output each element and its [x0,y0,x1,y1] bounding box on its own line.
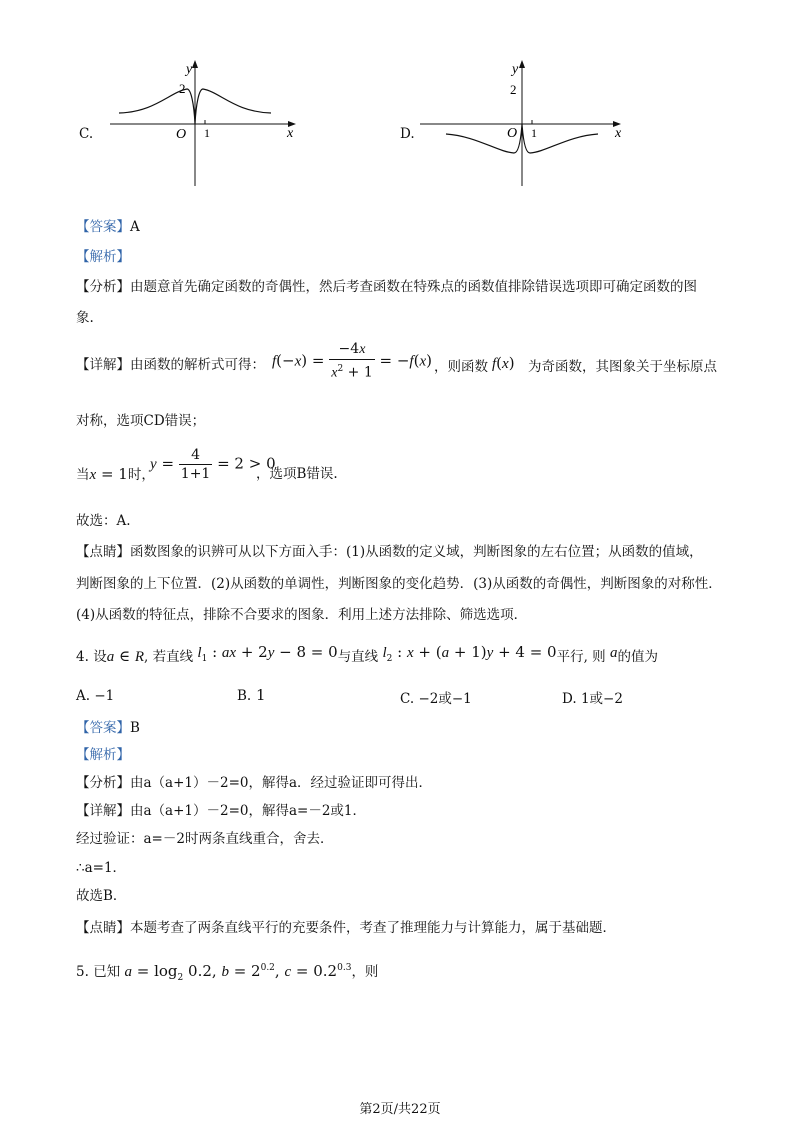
detail-line [76,355,265,375]
q4-verify-line: 经过验证：a=－2时两条直线重合，舍去． [76,831,334,847]
origin-label: O [507,126,518,141]
q4-fenxi-line [76,773,432,793]
q4-analysis-tag: 【解析】 [76,747,130,763]
chosen-line: 故选：A. [76,513,131,529]
origin-label: O [176,127,187,142]
q4-fenxi-tag: 【分析】 [76,775,130,791]
q4-option-a: A. −1 [76,688,115,704]
detail-tag: 【详解】 [76,357,130,373]
q5-stem-b: ，则 [351,964,379,980]
q5-number: 5. [76,964,89,980]
q4-fenxi-text: 由a（a+1）－2=0，解得a．经过验证即可得出． [130,775,433,791]
q4-a-in-r: a ∈ R [106,647,144,665]
tick-2-label: 2 [179,81,186,96]
y-label: y [186,62,193,77]
fenxi-line-2: 象. [76,310,94,326]
y-label: y [512,62,519,77]
graph-d [420,56,630,188]
when-text: 当 [76,467,90,483]
graph-c [110,56,305,188]
answer-value: A [130,219,140,235]
x-label: x [287,126,294,141]
fenxi-tag: 【分析】 [76,279,130,295]
detail-text-a: 由函数的解析式可得： [130,357,265,373]
q4-stem [76,643,658,673]
q4-detail-text: 由a（a+1）－2=0，解得a=－2或1． [130,803,367,819]
q4-option-d: D. 1或−2 [562,691,623,707]
y-axis-arrow [192,60,198,68]
q4-stem-c: 与直线 [337,649,379,665]
q4-answer-value: B [130,720,140,736]
y-axis-arrow [519,60,525,68]
q4-line-l1: $l_1$ : ax + 2y − 8 = 0 [197,643,338,664]
q5-stem [76,958,378,988]
when-text-c: ，选项B错误. [256,466,338,482]
q4-option-b: B. 1 [237,686,266,704]
q4-detail-tag: 【详解】 [76,803,130,819]
q4-chosen-line: 故选B． [76,888,127,904]
q4-stem-a: 设 [93,649,107,665]
q4-dianjing-tag: 【点睛】 [76,920,130,936]
x-label: x [615,126,622,141]
q4-line-l2: $l_2$ : x + (a + 1)y + 4 = 0 [382,643,557,664]
analysis-tag: 【解析】 [76,249,130,265]
q4-answer-line [76,718,140,738]
q5-stem-a: 已知 [93,964,121,980]
dianjing-tag: 【点睛】 [76,544,130,560]
q5-formula: $a = \log_2 0.2$, $b = 2^{0.2}$, $c = 0.2^{0.3}$ [124,962,352,983]
q4-stem-d: 平行, 则 [556,649,606,665]
tick-1-label: 1 [204,126,210,140]
dianjing-line-3: (4)从函数的特征点，排除不合要求的图象．利用上述方法排除、筛选选项． [76,607,528,623]
tick-1-label: 1 [531,126,537,140]
formula-fx: f(x) [492,354,515,372]
dianjing-line-1 [76,542,703,562]
q4-dianjing-line [76,918,616,938]
answer-line [76,217,140,237]
q4-stem-b: , 若直线 [144,649,194,665]
when-line: 当x = 1时， [76,465,155,483]
tick-2-label: 2 [510,82,517,97]
option-c-label: C. [79,126,94,142]
detail-text-b: ，则函数 [434,359,488,375]
q4-therefore-line: ∴a=1． [76,860,127,876]
q4-dianjing-text: 本题考查了两条直线平行的充要条件，考查了推理能力与计算能力，属于基础题． [130,920,616,936]
q4-detail-line [76,801,366,821]
fenxi-text: 由题意首先确定函数的奇偶性，然后考查函数在特殊点的函数值排除错误选项即可确定函数的图 [130,279,697,295]
q4-a: a [609,645,618,661]
q4-option-c: C. −2或−1 [400,691,472,707]
formula-f-neg-x: f(−x) = $\frac{-4x}{x^2 + 1}$ = −f(x) [272,341,432,381]
page-footer: 第2页/共22页 [359,1102,441,1117]
dianjing-text-1: 函数图象的识辨可从以下方面入手：(1)从函数的定义域，判断图象的左右位置；从函数的值域， [130,544,703,560]
option-d-label: D. [400,126,415,142]
detail-line-2: 对称，选项CD错误； [76,413,206,429]
q4-stem-e: 的值为 [617,649,658,665]
formula-y-value: y = $\frac{4}{1+1}$ = 2 > 0 [150,447,276,482]
when-text-b: 时， [127,467,155,483]
detail-text-c: 为奇函数，其图象关于坐标原点 [528,359,717,375]
dianjing-line-2: 判断图象的上下位置．(2)从函数的单调性，判断图象的变化趋势．(3)从函数的奇偶性，判断图象的对称性． [76,576,722,592]
fenxi-line [76,277,697,297]
answer-tag: 【答案】 [76,219,130,235]
q4-number: 4. [76,649,89,665]
q4-answer-tag: 【答案】 [76,720,130,736]
